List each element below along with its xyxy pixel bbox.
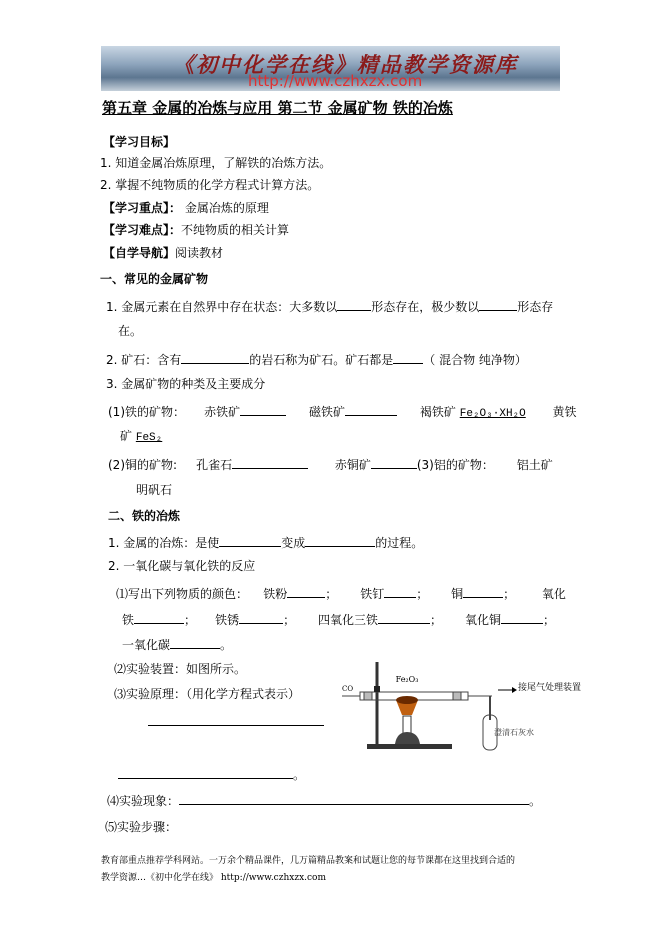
blank[interactable] (463, 585, 503, 598)
blank[interactable] (371, 456, 417, 469)
text: 赤铁矿 (204, 405, 241, 419)
formula: Fe₂O₃·XH₂O (459, 408, 526, 420)
text: 铝土矿 (516, 458, 553, 472)
blank[interactable] (118, 766, 293, 779)
iron-minerals (108, 403, 576, 422)
text: 形态存在，极少数以 (371, 300, 480, 314)
section-1-heading: 一、常见的金属矿物 (100, 272, 209, 286)
s1-q3: 3. 金属矿物的种类及主要成分 (106, 377, 266, 391)
text: 2. 矿石：含有 (106, 353, 182, 367)
text: ⑴写出下列物质的颜色： (116, 587, 249, 601)
goal-1: 1. 知道金属冶炼原理，了解铁的冶炼方法。 (100, 156, 332, 170)
experiment-apparatus-diagram (340, 660, 540, 755)
text: 变成 (281, 536, 306, 550)
alum-stone: 明矾石 (136, 483, 173, 497)
blank[interactable] (170, 636, 220, 649)
s1-q2 (106, 351, 527, 368)
iron-minerals-cont (120, 428, 162, 446)
text: (3)铝的矿物： (416, 458, 494, 472)
focus-text: 金属冶炼的原理 (184, 201, 269, 215)
difficulty-text: 不纯物质的相关计算 (181, 223, 290, 237)
blank[interactable] (219, 534, 281, 547)
text: 铁锈 (215, 613, 240, 627)
text: ； (325, 587, 338, 601)
phenomenon-line (107, 792, 541, 809)
fe2o3-label: Fe₂O₃ (395, 675, 419, 684)
banner-title: 《初中化学在线》精品教学资源库 (173, 52, 518, 77)
s1-q1-cont: 在。 (118, 324, 143, 338)
footer-line-1: 教育部重点推荐学科网站。一万余个精品课件，几万篇精品教案和试题让您的每节课都在这里找到合适的 (101, 856, 516, 866)
equation-blank-1[interactable] (148, 713, 324, 726)
text: ⑷实验现象： (107, 794, 180, 808)
footer-url[interactable]: http://www.czhxzx.com (220, 873, 327, 883)
text: 。 (529, 794, 542, 808)
text: 磁铁矿 (308, 405, 345, 419)
text: 铁粉 (263, 587, 288, 601)
blank[interactable] (181, 351, 249, 364)
guide-text: 阅读教材 (175, 246, 224, 260)
text: 赤铜矿 (334, 458, 371, 472)
blank[interactable] (345, 403, 397, 416)
banner-image (101, 46, 560, 91)
focus-heading: 【学习重点】： (103, 201, 182, 215)
text: ； (416, 587, 429, 601)
text: 1. 金属元素在自然界中存在状态：大多数以 (106, 300, 338, 314)
text: ； (503, 587, 516, 601)
text: ； (184, 613, 197, 627)
text: ； (542, 613, 555, 627)
equation-line-2 (118, 766, 305, 783)
blank[interactable] (239, 611, 283, 624)
text: 褐铁矿 (419, 405, 456, 419)
text: 的过程。 (375, 536, 424, 550)
text: 。 (220, 638, 233, 652)
goal-2: 2. 掌握不纯物质的化学方程式计算方法。 (100, 178, 320, 192)
text: ； (430, 613, 443, 627)
copper-aluminum-minerals (108, 456, 553, 473)
text: 黄铁 (552, 405, 577, 419)
s1-q1 (106, 298, 553, 315)
text: (2)铜的矿物: (108, 458, 178, 472)
limewater-label: 澄清石灰水 (494, 728, 534, 737)
text: （ 混合物 纯净物） (423, 353, 527, 367)
text: 矿 (120, 429, 133, 443)
text: 。 (293, 768, 306, 782)
blank[interactable] (384, 585, 416, 598)
text: 氧化 (541, 587, 566, 601)
blank[interactable] (232, 456, 308, 469)
blank[interactable] (305, 534, 375, 547)
section-2-heading: 二、铁的冶炼 (108, 509, 181, 523)
colors-line-1 (116, 585, 566, 602)
text: 四氧化三铁 (318, 613, 379, 627)
guide-line (103, 245, 223, 261)
blank[interactable] (287, 585, 325, 598)
blank[interactable] (240, 403, 286, 416)
co-label: CO (342, 685, 354, 693)
goals-heading: 【学习目标】 (103, 135, 176, 149)
apparatus-line: ⑵实验装置：如图所示。 (114, 662, 247, 676)
focus-line (103, 200, 269, 216)
banner-url: http://www.czhxzx.com (248, 72, 423, 90)
blank[interactable] (134, 611, 184, 624)
blank[interactable] (479, 298, 517, 311)
text: 一氧化碳 (122, 638, 171, 652)
text: 铁钉 (360, 587, 385, 601)
text: ； (283, 613, 296, 627)
s2-q2: 2. 一氧化碳与氧化铁的反应 (108, 559, 256, 573)
steps-line: ⑸实验步骤： (105, 820, 178, 834)
difficulty-heading: 【学习难点】： (103, 223, 182, 237)
tail-gas-label: 接尾气处理装置 (518, 683, 582, 693)
blank[interactable] (501, 611, 543, 624)
colors-line-3 (122, 636, 232, 653)
text: 1. 金属的冶炼：是使 (108, 536, 220, 550)
guide-heading: 【自学导航】 (103, 246, 176, 260)
footer-line-2 (101, 870, 326, 886)
page-title: 第五章 金属的冶炼与应用 第二节 金属矿物 铁的冶炼 (102, 99, 453, 117)
principle-line: ⑶实验原理：（用化学方程式表示） (114, 687, 301, 701)
difficulty-line (103, 222, 289, 238)
text: (1)铁的矿物： (108, 405, 185, 419)
text: 的岩石称为矿石。矿石都是 (249, 353, 394, 367)
text: 铁 (122, 613, 135, 627)
text: 铜 (451, 587, 464, 601)
blank[interactable] (179, 792, 529, 805)
s2-q1 (108, 534, 423, 551)
blank[interactable] (393, 351, 423, 364)
formula: FeS₂ (135, 432, 163, 444)
text: 孔雀石 (196, 458, 233, 472)
text: 氧化铜 (464, 613, 501, 627)
text: 教学资源…《初中化学在线》 (101, 873, 219, 883)
text: 形态存 (517, 300, 554, 314)
blank[interactable] (337, 298, 371, 311)
colors-line-2 (122, 611, 555, 628)
blank[interactable] (378, 611, 430, 624)
